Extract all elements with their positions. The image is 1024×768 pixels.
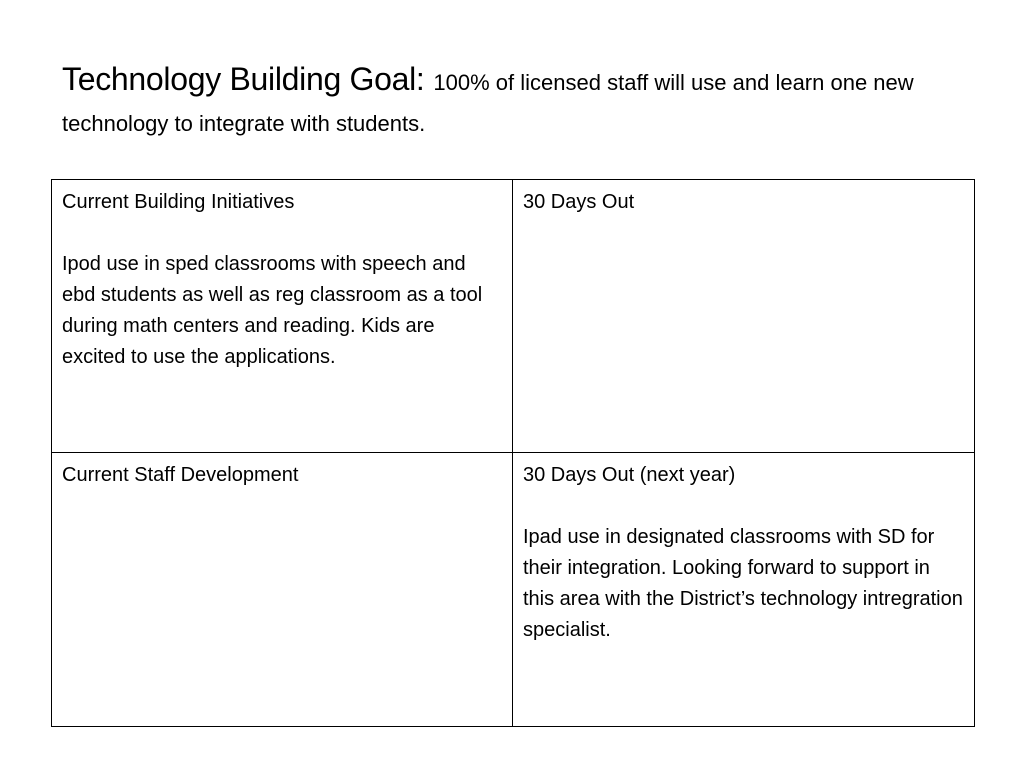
slide-title [62, 56, 982, 142]
cell-body: Ipod use in sped classrooms with speech and ebd students as well as reg classroom as a tool during math centers and reading. Kids are excited to use the applications. [62, 253, 483, 368]
title-main: Technology Building Goal: [62, 61, 425, 97]
table-row [52, 180, 975, 453]
cell-heading: 30 Days Out [523, 191, 635, 213]
cell-30-days-out-next-year [513, 453, 975, 727]
cell-heading: 30 Days Out (next year) [523, 464, 736, 486]
cell-body: Ipad use in designated classrooms with SD for their integration. Looking forward to support in this area with the District’s technology intregration specialist. [523, 526, 963, 641]
cell-heading: Current Staff Development [62, 464, 299, 486]
cell-heading: Current Building Initiatives [62, 191, 295, 213]
cell-current-staff-development [52, 453, 513, 727]
cell-30-days-out [513, 180, 975, 453]
goal-table [51, 179, 975, 727]
table-row [52, 453, 975, 727]
cell-current-building-initiatives [52, 180, 513, 453]
title-subtitle: 100% of licensed staff will use and learn one new technology to integrate with students. [62, 70, 914, 136]
